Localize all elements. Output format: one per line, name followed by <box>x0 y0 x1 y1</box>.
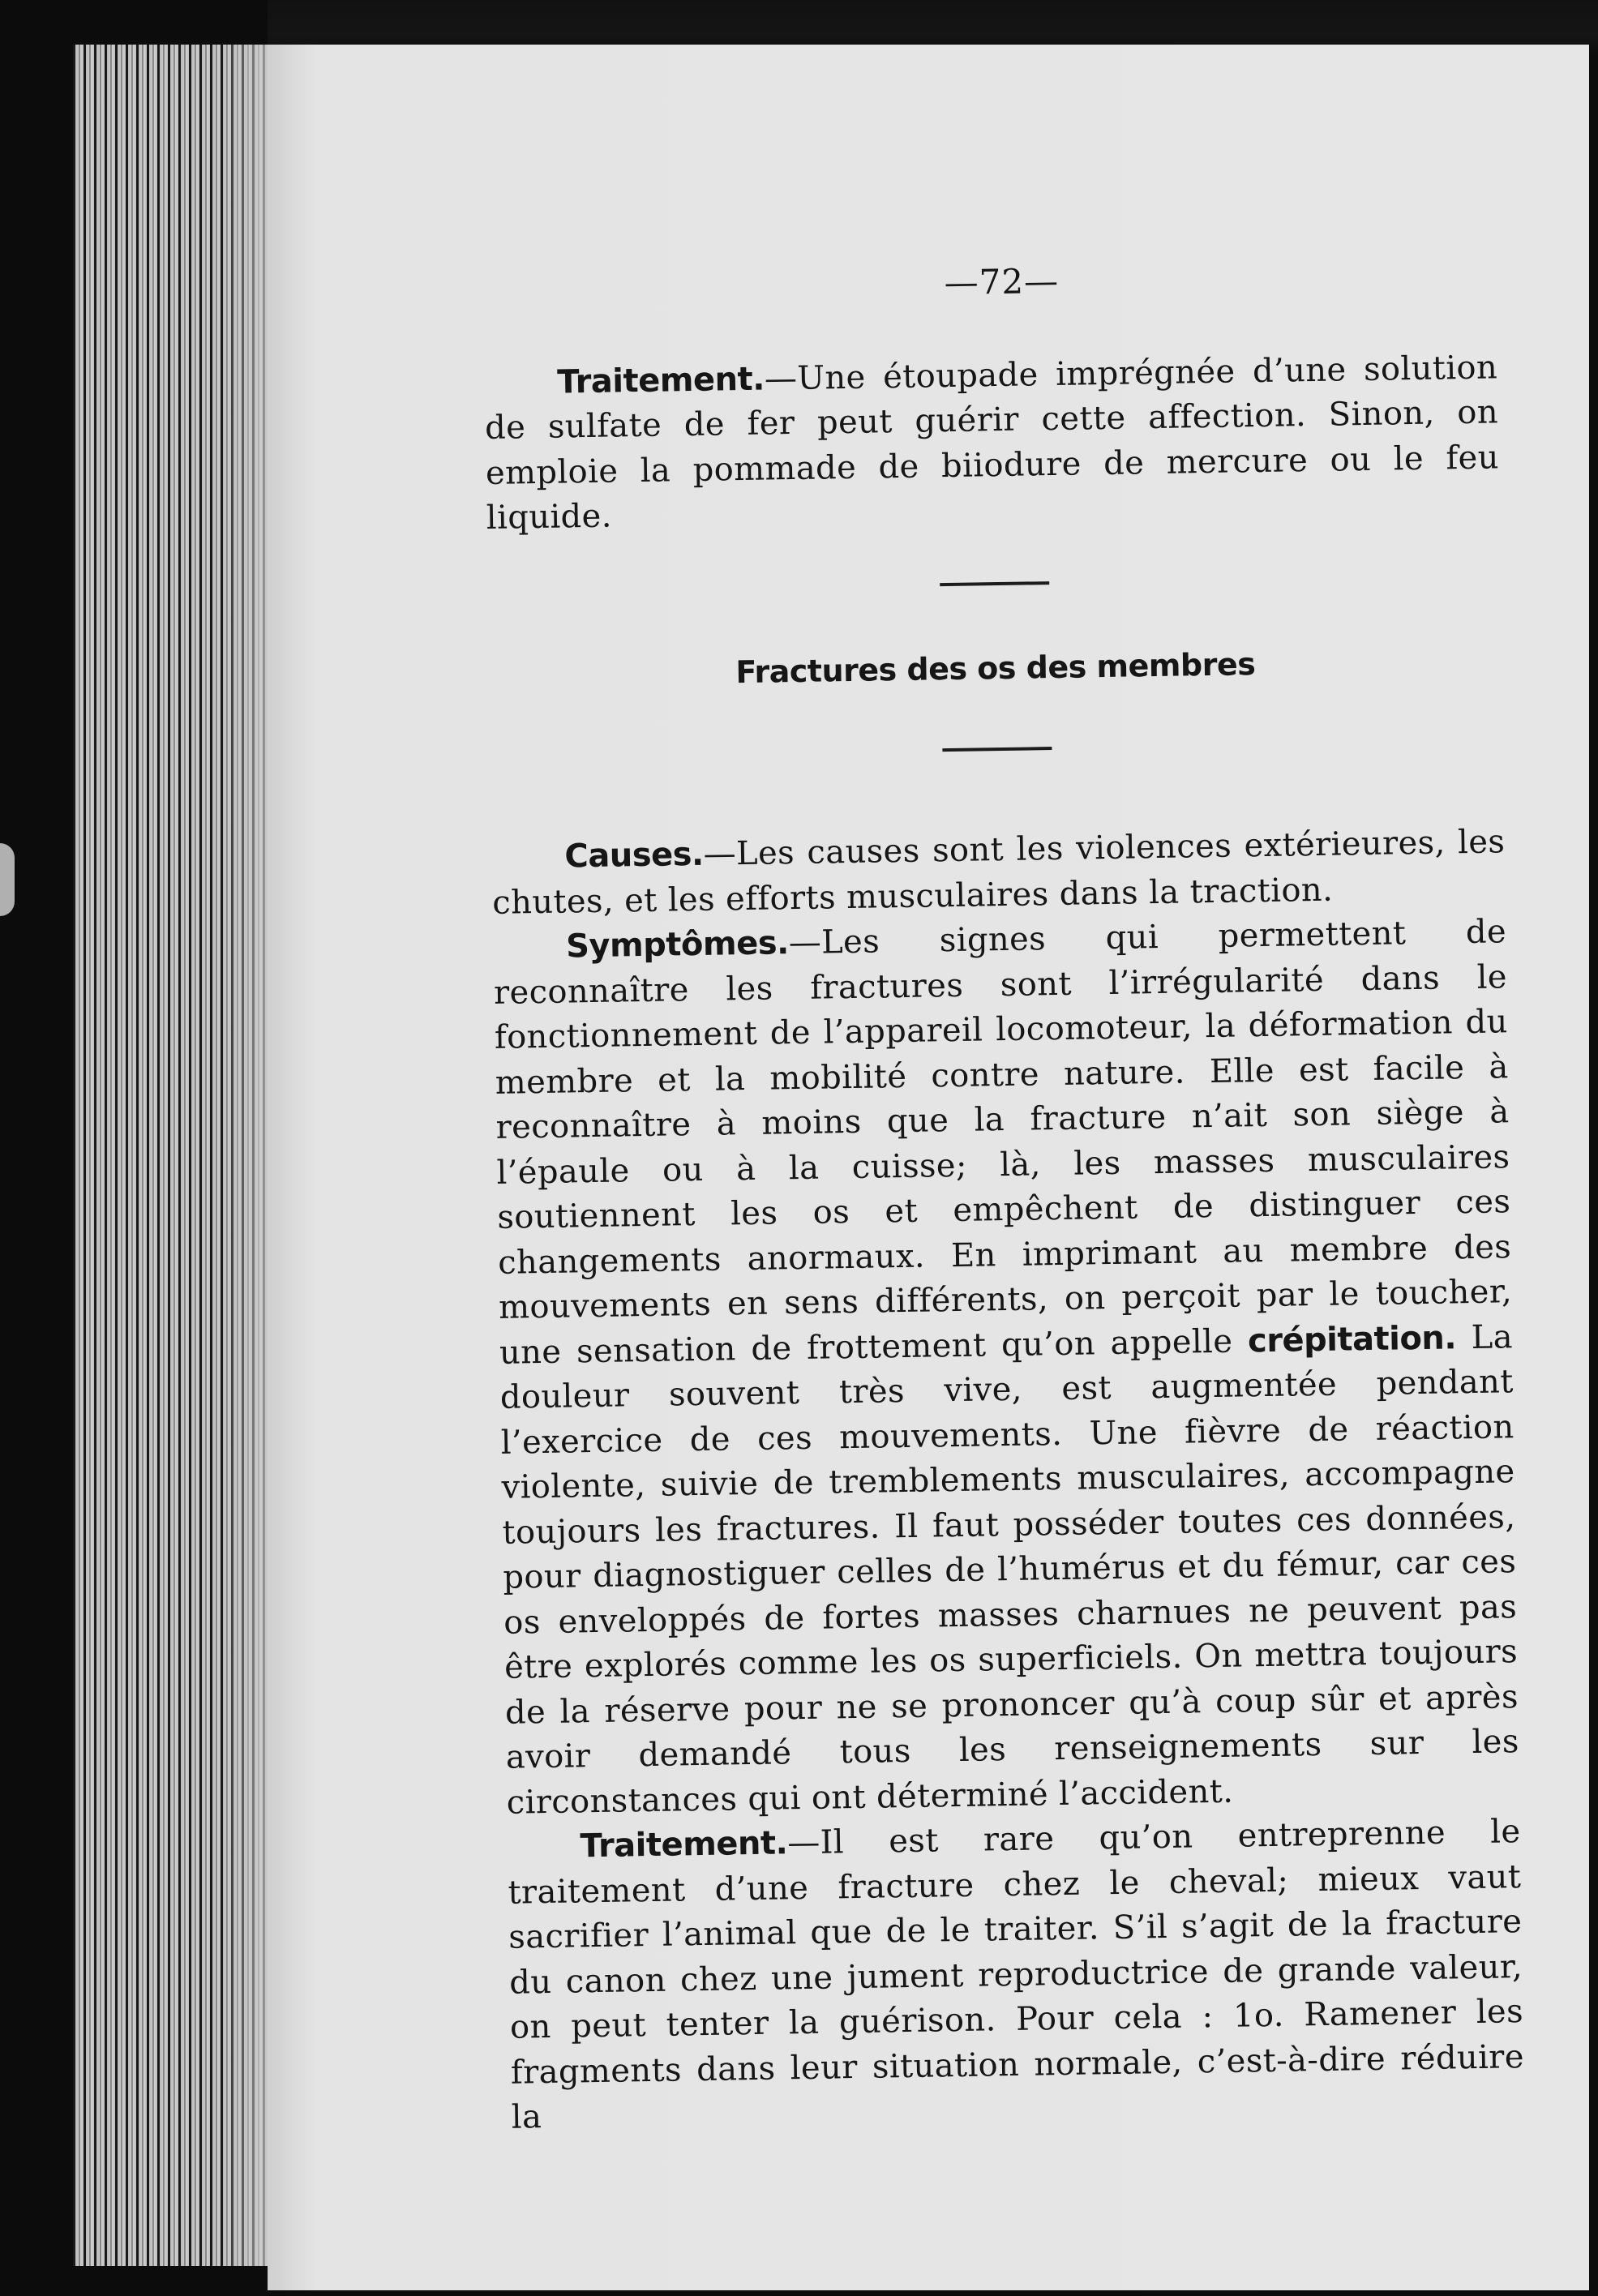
scan-edge-mark <box>0 843 15 916</box>
paragraph-label: Causes. <box>564 835 705 876</box>
paragraph-body: —Il est rare qu’on entreprenne le traitement d’une fracture chez le cheval; mieux vaut sacrifier l’animal que de le traiter. S’il s’agit de la fracture du canon chez une jument reproductrice de grande valeur, on peut tenter la guérison. Pour cela : 1o. Ramener les fragments dans leur situation normale, c’est-à-dire réduire la <box>508 1813 1525 2136</box>
paragraph-traitement-intro <box>484 345 1500 542</box>
section-divider-top <box>940 581 1049 586</box>
paragraph-symptomes <box>493 910 1520 1825</box>
paragraph-label: Traitement. <box>556 360 765 401</box>
page-text <box>482 251 1525 2140</box>
paragraph-body-continued: La douleur souvent très vive, est augmentée pendant l’exercice de ces mouvements. Une fièvre de réaction violente, suivie de tremblements musculaires, accompagne toujours les fractures. Il faut posséder toutes ces données, pour diagnostiguer celles de l’humérus et du fémur, car ces os enveloppés de fortes masses charnues ne peuvent pas être explorés comme les os superficiels. On mettra toujours de la réserve pour ne se prononcer qu’à coup sûr et après avoir demandé tous les renseignements sur les circonstances qui ont déterminé l’accident. <box>499 1317 1520 1822</box>
section-heading: Fractures des os des membres <box>735 645 1256 690</box>
book-page-edges <box>73 45 284 2266</box>
paragraph-body: —Les causes sont les violences extérieures, les chutes, et les efforts musculaires dans la traction. <box>491 823 1506 922</box>
paragraph-body: —Les signes qui permettent de reconnaître les fractures sont l’irrégularité dans le fonctionnement de l’appareil locomoteur, la déformation du membre et la mobilité contre nature. Elle est facile à reconnaître à moins que la fracture n’ait son siège à l’épaule ou à la cuisse; là, les masses musculaires soutiennent les os et empêchent de distinguer ces changements anormaux. En imprimant au membre des mouvements en sens différents, on perçoit par le toucher, une sensation de frottement qu’on appelle <box>493 913 1513 1372</box>
paragraph-causes <box>491 820 1506 926</box>
paragraph-body: —Une étoupade imprégnée d’une solution de sulfate de fer peut guérir cette affection. Sinon, on emploie la pommade de biiodure de mercure ou le feu liquide. <box>484 348 1500 537</box>
paragraph-traitement-fracture <box>507 1810 1525 2140</box>
paragraph-label: Traitement. <box>580 1824 788 1866</box>
page-number: —72— <box>944 260 1060 303</box>
bold-term: crépitation. <box>1247 1318 1457 1360</box>
paragraph-label: Symptômes. <box>565 924 790 966</box>
section-divider-bottom <box>942 747 1052 752</box>
